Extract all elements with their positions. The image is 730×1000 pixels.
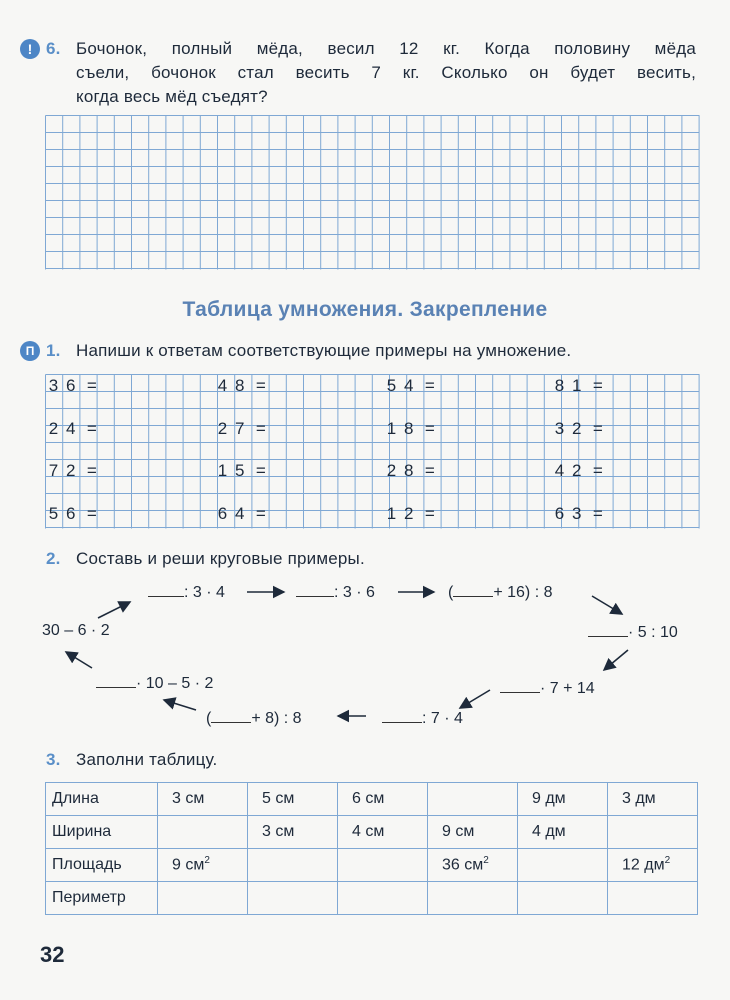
equals-sign: = (592, 418, 603, 438)
table-row (46, 783, 698, 816)
table-cell[interactable]: 6 см (338, 783, 428, 816)
answer-digit: 6 (217, 503, 228, 523)
answer-digit: 8 (234, 376, 245, 395)
answer-digit: 6 (65, 376, 76, 395)
table-cell[interactable] (338, 849, 428, 882)
row-label: Площадь (46, 849, 158, 882)
answer-digit: 7 (234, 418, 245, 438)
circle-expr-6[interactable]: : 7 · 4 (382, 708, 463, 728)
circle-expr-start: 30 – 6 · 2 (42, 622, 110, 639)
answer-digit: 2 (48, 418, 59, 438)
task-6-line-2: съели, бочонок стал весить 7 кг. Сколько он будет весить, (76, 63, 696, 82)
table-cell[interactable]: 4 дм (518, 816, 608, 849)
table-cell[interactable]: 5 см (248, 783, 338, 816)
answer-digit: 2 (571, 461, 582, 480)
answer-digit: 1 (217, 461, 228, 480)
answer-digit: 4 (403, 376, 414, 395)
answer-digit: 4 (234, 503, 245, 523)
answer-digit: 2 (403, 503, 414, 523)
equals-sign: = (255, 461, 266, 480)
answer-digit: 2 (65, 461, 76, 480)
arrow-4 (604, 650, 628, 670)
circle-expr-1[interactable]: : 3 · 4 (148, 582, 225, 602)
table-cell[interactable]: 9 дм (518, 783, 608, 816)
table-cell[interactable] (338, 882, 428, 915)
table-cell[interactable] (248, 849, 338, 882)
task-2-text: Составь и реши круговые примеры. (76, 549, 365, 568)
arrow-8 (66, 652, 92, 668)
table-row (46, 849, 698, 882)
answer-digit: 3 (571, 503, 582, 523)
task-1-number: 1. (46, 341, 61, 360)
arrow-3 (592, 596, 622, 614)
circle-expr-8[interactable]: · 10 – 5 · 2 (96, 673, 213, 693)
circle-expr-3[interactable]: ( + 16) : 8 (448, 584, 553, 601)
answer-digit: 4 (65, 418, 76, 438)
arrow-7 (164, 700, 196, 710)
task-2-number: 2. (46, 549, 61, 568)
answer-digit: 2 (571, 418, 582, 438)
row-label: Длина (46, 783, 158, 816)
important-badge-icon: ! (20, 39, 40, 59)
answer-digit: 4 (554, 461, 565, 480)
task-1-text: Напиши к ответам соответствующие примеры на умножение. (76, 341, 572, 360)
answer-digit: 6 (554, 503, 565, 523)
page-number: 32 (40, 942, 65, 967)
equals-sign: = (592, 376, 603, 395)
p-badge-icon: П (20, 341, 40, 361)
table-cell[interactable]: 3 см (158, 783, 248, 816)
table-cell[interactable]: 3 дм (608, 783, 698, 816)
equals-sign: = (592, 503, 603, 523)
equals-sign: = (424, 418, 435, 438)
table-cell[interactable] (428, 882, 518, 915)
section-title: Таблица умножения. Закрепление (182, 298, 548, 321)
equals-sign: = (592, 461, 603, 480)
equals-sign: = (255, 376, 266, 395)
table-cell[interactable]: 12 $дм^2$ (608, 849, 698, 882)
row-label: Ширина (46, 816, 158, 849)
answer-digit: 8 (403, 461, 414, 480)
table-cell[interactable] (518, 882, 608, 915)
answer-digit: 1 (386, 418, 397, 438)
table-cell[interactable] (248, 882, 338, 915)
table-cell[interactable] (608, 882, 698, 915)
table-cell[interactable]: 9 $см^2$ (158, 849, 248, 882)
answer-digit: 8 (403, 418, 414, 438)
equals-sign: = (86, 503, 97, 523)
answer-digit: 7 (48, 461, 59, 480)
equals-sign: = (255, 418, 266, 438)
answer-digit: 6 (65, 503, 76, 523)
answer-digit: 4 (217, 376, 228, 395)
task-6-line-3: когда весь мёд съедят? (76, 87, 268, 106)
table-cell[interactable] (158, 882, 248, 915)
answer-digit: 1 (571, 376, 582, 395)
equals-sign: = (86, 418, 97, 438)
equals-sign: = (424, 503, 435, 523)
table-row (46, 816, 698, 849)
answer-digit: 8 (554, 376, 565, 395)
equals-sign: = (424, 461, 435, 480)
dimensions-table (45, 782, 698, 915)
table-row (46, 882, 698, 915)
answer-digit: 3 (554, 418, 565, 438)
task-6-line-1: Бочонок, полный мёда, весил 12 кг. Когда половину мёда (76, 39, 696, 58)
arrow-5 (460, 690, 490, 708)
equals-sign: = (255, 503, 266, 523)
arrow-9 (98, 602, 130, 618)
task-6-number: 6. (46, 39, 61, 58)
row-label: Периметр (46, 882, 158, 915)
circle-expr-4[interactable]: · 5 : 10 (588, 622, 678, 642)
table-cell[interactable]: 4 см (338, 816, 428, 849)
table-cell[interactable]: 36 $см^2$ (428, 849, 518, 882)
answer-digit: 3 (48, 376, 59, 395)
circle-expr-2[interactable]: : 3 · 6 (296, 582, 375, 602)
table-cell[interactable] (608, 816, 698, 849)
equals-sign: = (424, 376, 435, 395)
answer-digit: 5 (48, 503, 59, 523)
table-cell[interactable] (428, 783, 518, 816)
answer-digit: 5 (386, 376, 397, 395)
circle-expr-7[interactable]: ( + 8) : 8 (206, 710, 302, 727)
equals-sign: = (86, 376, 97, 395)
equals-sign: = (86, 461, 97, 480)
task-3-text: Заполни таблицу. (76, 750, 218, 769)
answer-digit: 1 (386, 503, 397, 523)
answer-digit: 5 (234, 461, 245, 480)
table-cell[interactable]: 9 см (428, 816, 518, 849)
table-cell[interactable]: 3 см (248, 816, 338, 849)
table-cell[interactable] (158, 816, 248, 849)
answer-digit: 2 (386, 461, 397, 480)
circle-expr-5[interactable]: · 7 + 14 (500, 678, 595, 698)
table-cell[interactable] (518, 849, 608, 882)
answer-digit: 2 (217, 418, 228, 438)
task-3-number: 3. (46, 750, 61, 769)
